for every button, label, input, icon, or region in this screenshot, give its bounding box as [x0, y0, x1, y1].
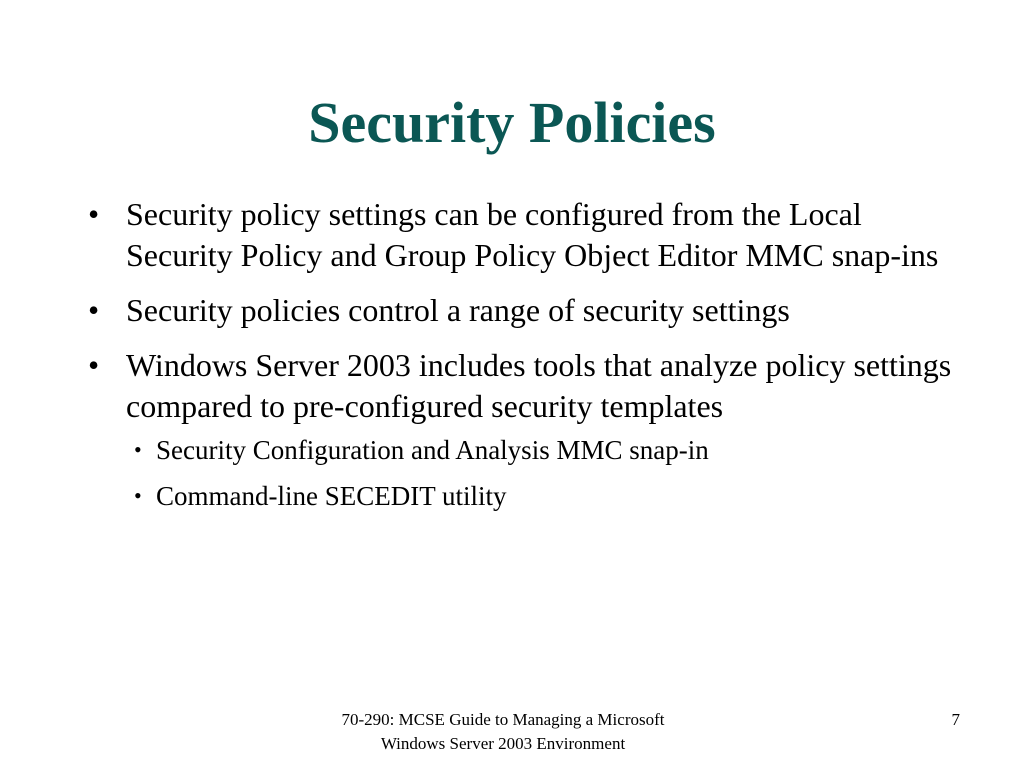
bullet-dot-icon: • — [88, 196, 100, 232]
bullet-item — [88, 345, 968, 513]
bullet-item — [88, 194, 968, 276]
footer-line-2: Windows Server 2003 Environment — [380, 734, 626, 753]
bullet-dot-icon: • — [88, 292, 100, 328]
bullet-text: Security policies control a range of security settings — [126, 292, 790, 328]
slide-footer — [250, 708, 756, 756]
bullet-text: Security policy settings can be configured from the Local Security Policy and Group Policy Object Editor MMC snap-ins — [126, 196, 939, 273]
sub-bullet-text: Security Configuration and Analysis MMC snap-in — [156, 435, 709, 465]
bullet-item — [88, 290, 968, 331]
slide-title: Security Policies — [308, 90, 716, 155]
sub-bullet-dot-icon: • — [134, 483, 142, 508]
bullet-dot-icon: • — [88, 347, 100, 383]
bullet-text: Windows Server 2003 includes tools that analyze policy settings compared to pre-configured security templates — [126, 347, 952, 424]
sub-bullet-item — [126, 479, 968, 513]
footer-line-1: 70-290: MCSE Guide to Managing a Microsoft — [341, 710, 665, 729]
sub-bullet-text: Command-line SECEDIT utility — [156, 481, 507, 511]
page-number: 7 — [951, 710, 960, 729]
bullet-list — [88, 194, 968, 527]
sub-bullet-dot-icon: • — [134, 437, 142, 462]
sub-bullet-list — [126, 433, 968, 513]
sub-bullet-item — [126, 433, 968, 467]
